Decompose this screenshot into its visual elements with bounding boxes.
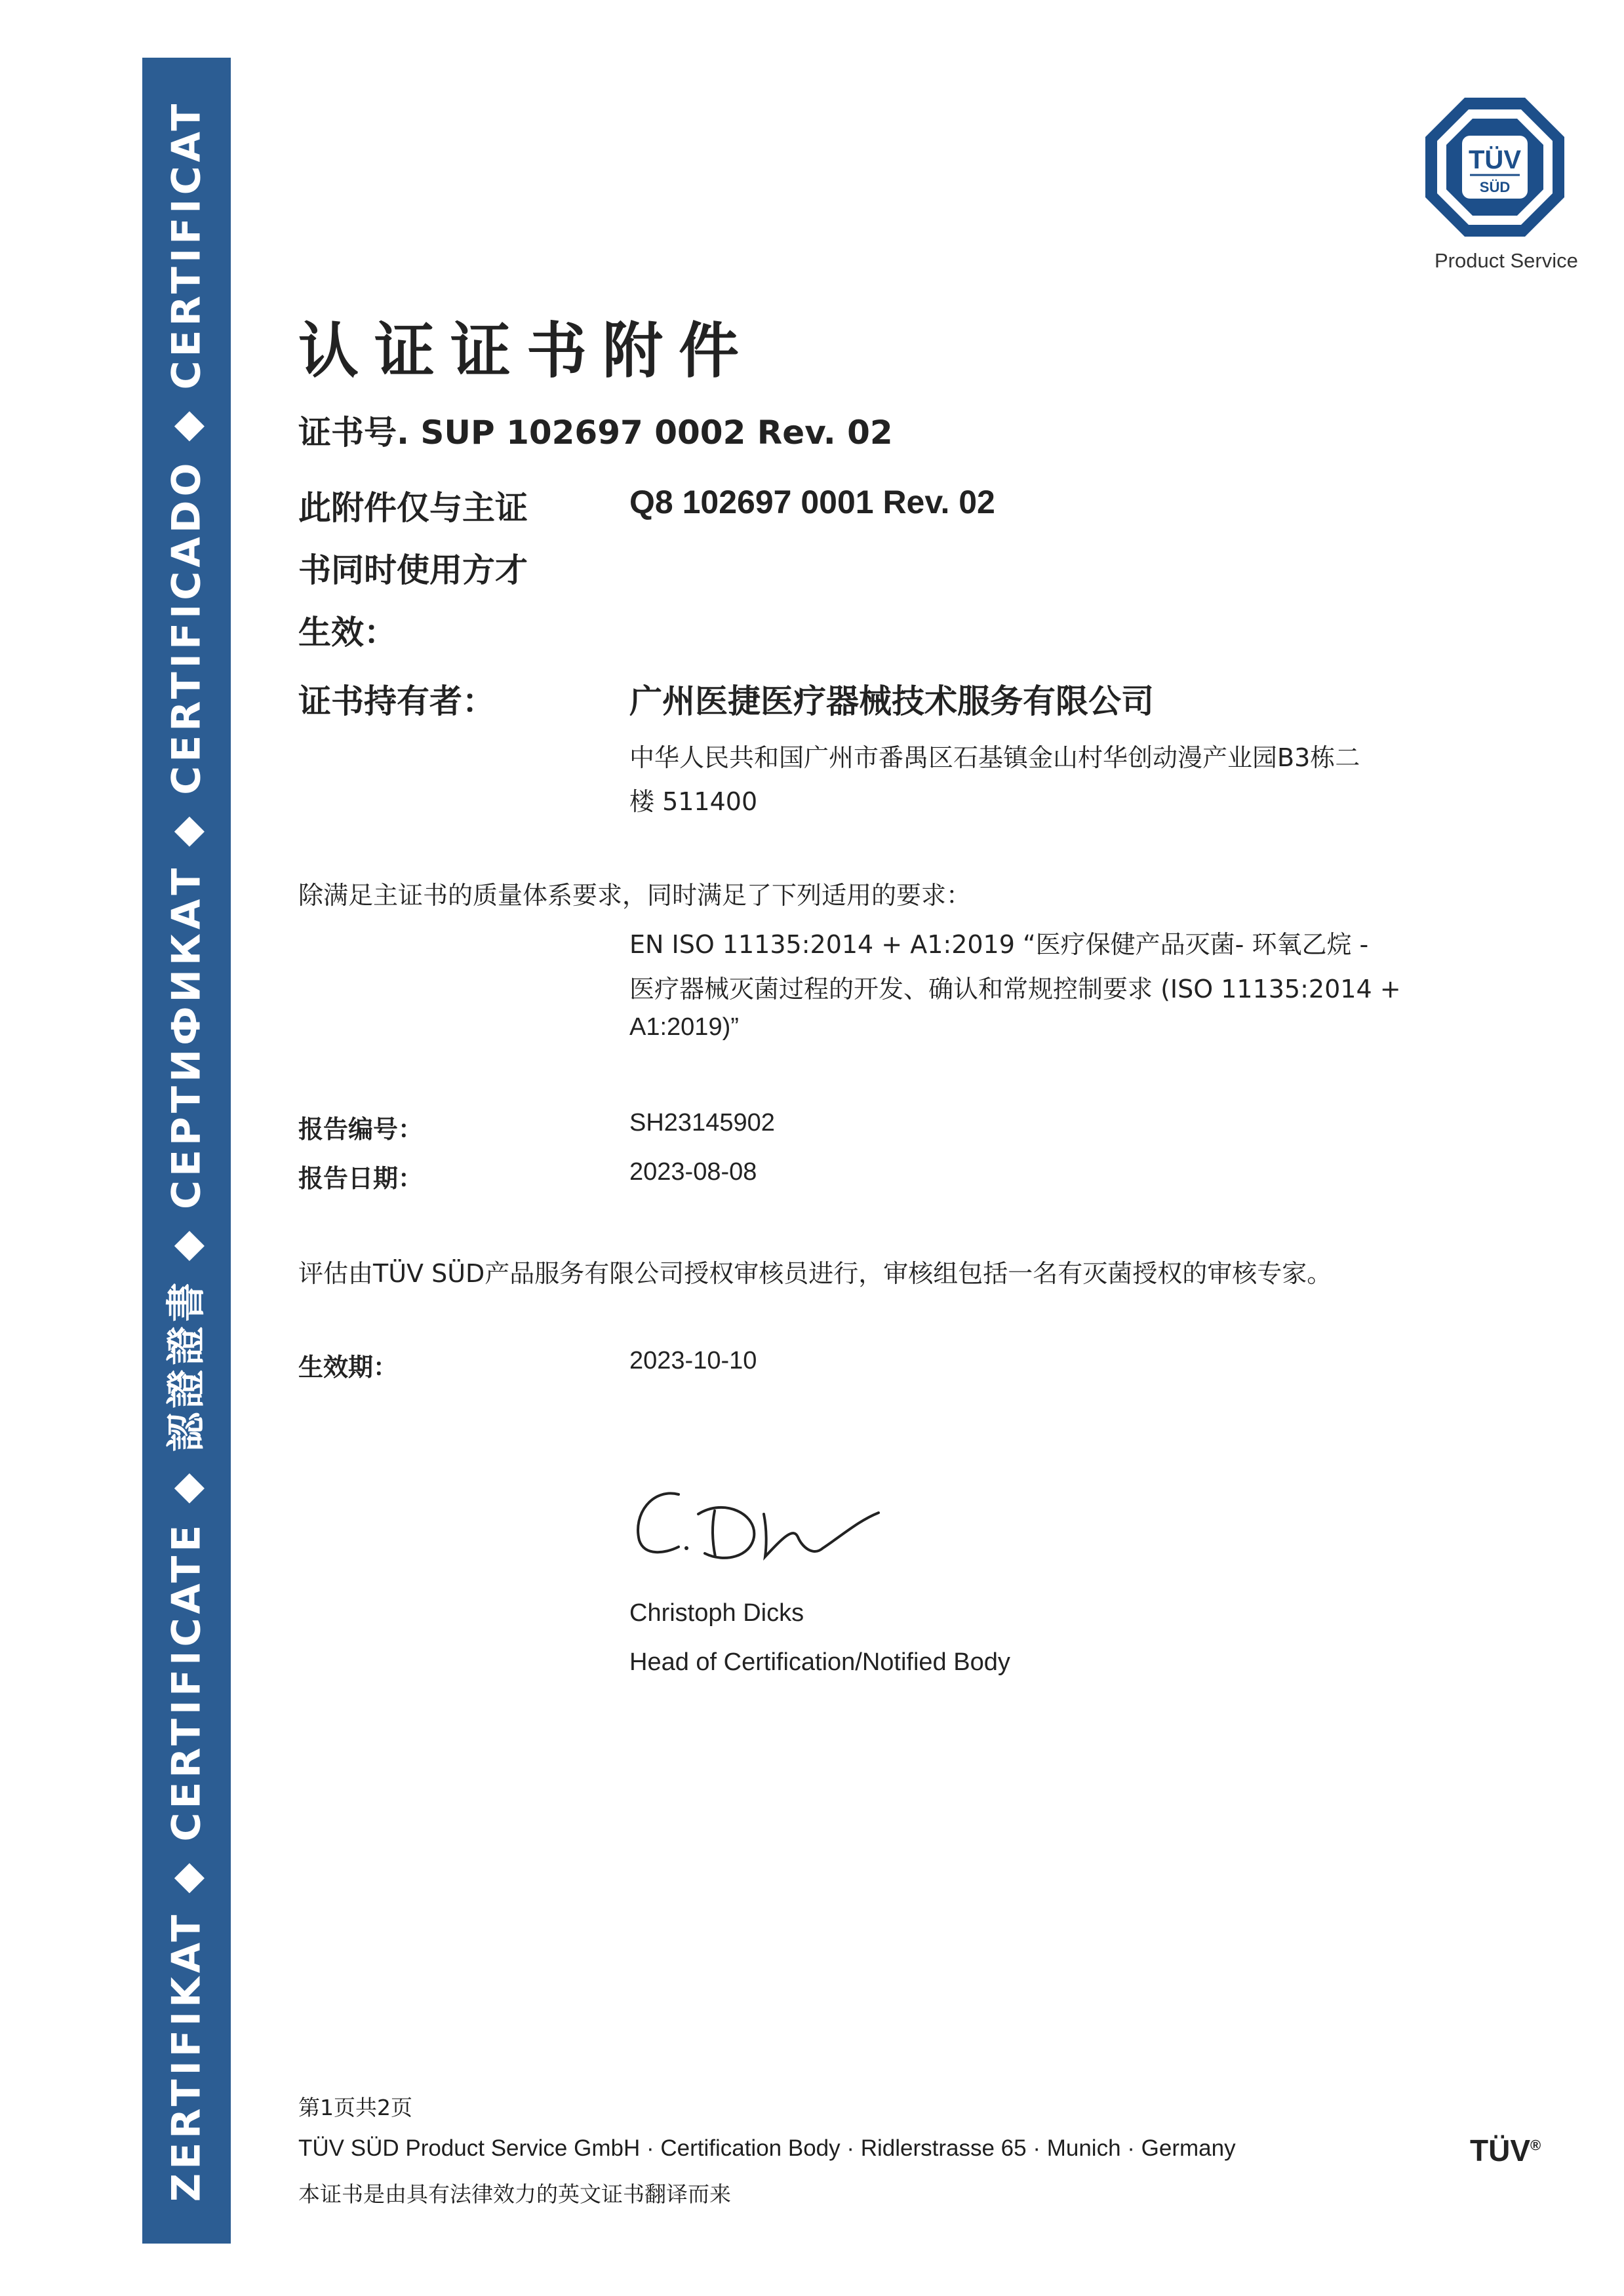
report-number: SH23145902 — [629, 1109, 775, 1137]
holder-name: 广州医捷医疗器械技术服务有限公司 — [629, 682, 1154, 720]
logo-text-bottom: SÜD — [1479, 179, 1511, 195]
holder-address-line-1: 中华人民共和国广州市番禺区石基镇金山村华创动漫产业园B3栋二 — [629, 743, 1360, 772]
page-indicator: 第1页共2页 — [298, 2095, 412, 2120]
footer-tuv-logo: TÜV® — [1470, 2133, 1541, 2168]
logo-text-top: TÜV — [1469, 146, 1521, 174]
certificate-side-band — [142, 58, 231, 2244]
footer-company: TÜV SÜD Product Service GmbH · Certification Body · Ridlerstrasse 65 · Munich · Germany — [298, 2135, 1236, 2161]
main-cert-label-line-2: 书同时使用方才 — [298, 551, 528, 589]
validity-label: 生效期： — [298, 1353, 399, 1382]
requirements-intro: 除满足主证书的质量体系要求，同时满足了下列适用的要求： — [298, 881, 972, 910]
footer-translation-note: 本证书是由具有法律效力的英文证书翻译而来 — [298, 2181, 731, 2207]
standard-line-2: 医疗器械灭菌过程的开发、确认和常规控制要求 (ISO 11135:2014 + — [629, 975, 1401, 1003]
holder-address-line-2: 楼 511400 — [629, 787, 758, 816]
assessment-statement: 评估由TÜV SÜD产品服务有限公司授权审核员进行，审核组包括一名有灭菌授权的审核专家。 — [298, 1259, 1332, 1288]
page-title: 认证证书附件 — [298, 316, 755, 386]
main-cert-value: Q8 102697 0001 Rev. 02 — [629, 484, 995, 520]
report-number-label: 报告编号： — [298, 1115, 424, 1144]
side-band-text: ZERTIFIKAT ◆ CERTIFICATE ◆ 認證證書 ◆ СЕРТИФИКАТ ◆ CERTIFICADO ◆ CERTIFICAT — [163, 100, 209, 2202]
report-date-label: 报告日期： — [298, 1164, 424, 1193]
footer-logo-text: TÜV — [1470, 2133, 1530, 2168]
tuv-sud-logo — [1423, 95, 1567, 239]
logo-caption: Product Service — [1435, 249, 1578, 272]
report-date: 2023-08-08 — [629, 1158, 757, 1186]
holder-label: 证书持有者： — [298, 682, 495, 720]
signatory-title: Head of Certification/Notified Body — [629, 1648, 1010, 1676]
main-cert-label-line-1: 此附件仅与主证 — [298, 489, 528, 527]
certificate-number: 证书号. SUP 102697 0002 Rev. 02 — [298, 414, 893, 452]
signatory-name: Christoph Dicks — [629, 1599, 804, 1627]
handwritten-signature — [626, 1475, 888, 1580]
validity-date: 2023-10-10 — [629, 1347, 757, 1374]
standard-line-3: A1:2019)” — [629, 1013, 739, 1041]
standard-line-1: EN ISO 11135:2014 + A1:2019 “医疗保健产品灭菌- 环氧乙烷 - — [629, 930, 1369, 959]
main-cert-label-line-3: 生效： — [298, 613, 397, 652]
